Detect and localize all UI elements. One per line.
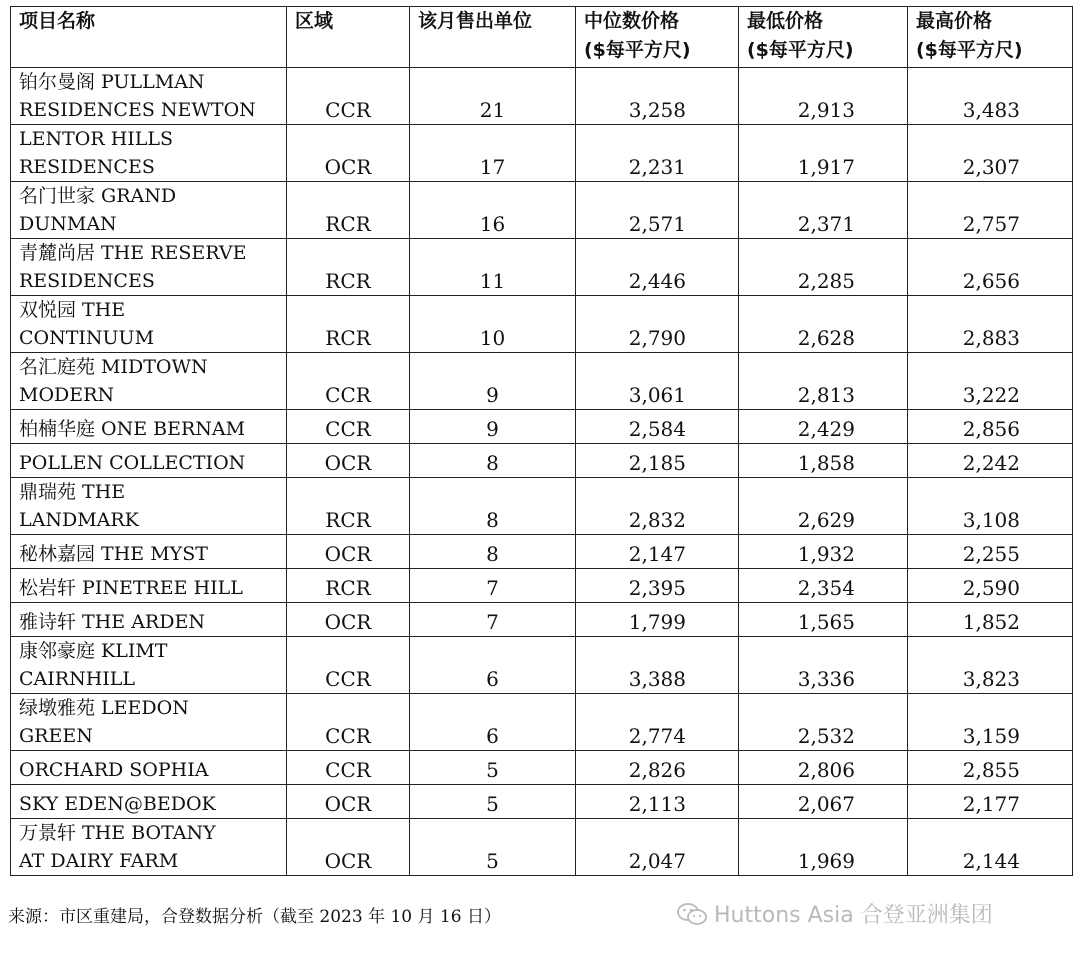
header-median-price: 中位数价格 ($每平方尺) <box>576 7 739 68</box>
max-price-cell: 2,590 <box>908 569 1073 603</box>
median-price-cell: 1,799 <box>576 603 739 637</box>
project-name-cell <box>11 296 287 353</box>
project-name-cell <box>11 410 287 444</box>
table-row <box>11 819 1073 876</box>
project-name-cell <box>11 751 287 785</box>
region-cell: OCR <box>287 125 410 182</box>
project-name-cell <box>11 239 287 296</box>
header-row <box>11 7 1073 68</box>
project-name-line2: RESIDENCES <box>19 156 155 178</box>
table-header <box>11 7 1073 68</box>
units-sold-cell: 7 <box>410 603 576 637</box>
watermark-text: Huttons Asia 合登亚洲集团 <box>714 903 993 928</box>
min-price-cell: 2,629 <box>739 478 908 535</box>
units-sold-cell: 6 <box>410 694 576 751</box>
median-price-cell: 3,258 <box>576 68 739 125</box>
table-row <box>11 694 1073 751</box>
max-price-cell: 2,144 <box>908 819 1073 876</box>
table-row <box>11 296 1073 353</box>
table-row <box>11 535 1073 569</box>
table-row <box>11 68 1073 125</box>
header-units-sold: 该月售出单位 <box>410 7 576 68</box>
region-cell: RCR <box>287 478 410 535</box>
project-name-line1: 秘林嘉园 THE MYST <box>19 543 208 565</box>
project-name-cell <box>11 569 287 603</box>
max-price-cell: 2,255 <box>908 535 1073 569</box>
units-sold-cell: 10 <box>410 296 576 353</box>
min-price-cell: 2,913 <box>739 68 908 125</box>
project-name-line1: LENTOR HILLS <box>19 128 174 150</box>
max-price-cell: 2,856 <box>908 410 1073 444</box>
region-cell: OCR <box>287 603 410 637</box>
project-name-line1: ORCHARD SOPHIA <box>19 759 209 781</box>
project-name-line1: 名汇庭苑 MIDTOWN <box>19 356 208 378</box>
region-cell: RCR <box>287 569 410 603</box>
units-sold-cell: 11 <box>410 239 576 296</box>
units-sold-cell: 5 <box>410 751 576 785</box>
table-row <box>11 239 1073 296</box>
median-price-cell: 2,571 <box>576 182 739 239</box>
units-sold-cell: 16 <box>410 182 576 239</box>
median-price-cell: 2,584 <box>576 410 739 444</box>
project-name-line1: 绿墩雅苑 LEEDON <box>19 697 189 719</box>
project-name-cell <box>11 637 287 694</box>
project-name-line2: AT DAIRY FARM <box>19 850 179 872</box>
project-name-line1: 鼎瑞苑 THE <box>19 481 126 503</box>
project-name-cell <box>11 785 287 819</box>
table-row <box>11 751 1073 785</box>
region-cell: OCR <box>287 535 410 569</box>
min-price-cell: 2,628 <box>739 296 908 353</box>
project-name-cell <box>11 819 287 876</box>
project-name-line1: 名门世家 GRAND <box>19 185 177 207</box>
median-price-cell: 2,147 <box>576 535 739 569</box>
units-sold-cell: 7 <box>410 569 576 603</box>
max-price-cell: 2,757 <box>908 182 1073 239</box>
max-price-cell: 3,108 <box>908 478 1073 535</box>
region-cell: CCR <box>287 637 410 694</box>
project-name-line1: 铂尔曼阁 PULLMAN <box>19 71 205 93</box>
min-price-cell: 1,565 <box>739 603 908 637</box>
project-name-line1: 青麓尚居 THE RESERVE <box>19 242 247 264</box>
max-price-cell: 3,159 <box>908 694 1073 751</box>
header-region: 区域 <box>287 7 410 68</box>
max-price-cell: 3,222 <box>908 353 1073 410</box>
units-sold-cell: 5 <box>410 785 576 819</box>
project-name-line2: CONTINUUM <box>19 327 155 349</box>
table-row <box>11 444 1073 478</box>
project-name-cell <box>11 68 287 125</box>
project-name-line2: GREEN <box>19 725 93 747</box>
table-row <box>11 478 1073 535</box>
region-cell: CCR <box>287 410 410 444</box>
project-name-line1: POLLEN COLLECTION <box>19 452 246 474</box>
project-name-cell <box>11 353 287 410</box>
wechat-icon <box>676 901 708 927</box>
max-price-cell: 2,656 <box>908 239 1073 296</box>
project-name-line2: DUNMAN <box>19 213 117 235</box>
median-price-cell: 3,061 <box>576 353 739 410</box>
min-price-cell: 2,429 <box>739 410 908 444</box>
units-sold-cell: 8 <box>410 478 576 535</box>
project-name-cell <box>11 444 287 478</box>
max-price-cell: 2,242 <box>908 444 1073 478</box>
project-name-cell <box>11 694 287 751</box>
region-cell: CCR <box>287 694 410 751</box>
median-price-cell: 2,826 <box>576 751 739 785</box>
min-price-cell: 2,532 <box>739 694 908 751</box>
project-name-line2: RESIDENCES <box>19 270 155 292</box>
region-cell: OCR <box>287 785 410 819</box>
region-cell: CCR <box>287 68 410 125</box>
max-price-cell: 1,852 <box>908 603 1073 637</box>
min-price-cell: 1,932 <box>739 535 908 569</box>
median-price-cell: 2,774 <box>576 694 739 751</box>
region-cell: CCR <box>287 353 410 410</box>
sales-table <box>10 6 1073 876</box>
median-price-cell: 2,446 <box>576 239 739 296</box>
region-cell: RCR <box>287 239 410 296</box>
table-row <box>11 353 1073 410</box>
project-name-line1: SKY EDEN@BEDOK <box>19 793 216 815</box>
watermark <box>676 898 993 929</box>
source-note: 来源：市区重建局，合登数据分析（截至 2023 年 10 月 16 日） <box>8 907 501 927</box>
min-price-cell: 2,067 <box>739 785 908 819</box>
median-price-cell: 2,185 <box>576 444 739 478</box>
max-price-cell: 2,177 <box>908 785 1073 819</box>
median-price-cell: 2,047 <box>576 819 739 876</box>
max-price-cell: 2,855 <box>908 751 1073 785</box>
min-price-cell: 1,969 <box>739 819 908 876</box>
table-row <box>11 637 1073 694</box>
region-cell: CCR <box>287 751 410 785</box>
project-name-line1: 雅诗轩 THE ARDEN <box>19 611 205 633</box>
max-price-cell: 3,823 <box>908 637 1073 694</box>
units-sold-cell: 9 <box>410 353 576 410</box>
median-price-cell: 3,388 <box>576 637 739 694</box>
table-row <box>11 410 1073 444</box>
header-min-price: 最低价格 ($每平方尺) <box>739 7 908 68</box>
min-price-cell: 1,858 <box>739 444 908 478</box>
min-price-cell: 2,354 <box>739 569 908 603</box>
table-row <box>11 125 1073 182</box>
project-name-line2: RESIDENCES NEWTON <box>19 99 256 121</box>
median-price-cell: 2,832 <box>576 478 739 535</box>
region-cell: RCR <box>287 182 410 239</box>
units-sold-cell: 17 <box>410 125 576 182</box>
header-max-price: 最高价格 ($每平方尺) <box>908 7 1073 68</box>
max-price-cell: 2,883 <box>908 296 1073 353</box>
table-row <box>11 785 1073 819</box>
median-price-cell: 2,231 <box>576 125 739 182</box>
project-name-line1: 万景轩 THE BOTANY <box>19 822 216 844</box>
median-price-cell: 2,113 <box>576 785 739 819</box>
region-cell: OCR <box>287 444 410 478</box>
project-name-cell <box>11 603 287 637</box>
project-name-line1: 松岩轩 PINETREE HILL <box>19 577 243 599</box>
min-price-cell: 1,917 <box>739 125 908 182</box>
min-price-cell: 2,285 <box>739 239 908 296</box>
min-price-cell: 2,371 <box>739 182 908 239</box>
max-price-cell: 2,307 <box>908 125 1073 182</box>
project-name-cell <box>11 182 287 239</box>
project-name-line1: 双悦园 THE <box>19 299 126 321</box>
units-sold-cell: 8 <box>410 535 576 569</box>
units-sold-cell: 6 <box>410 637 576 694</box>
units-sold-cell: 8 <box>410 444 576 478</box>
region-cell: RCR <box>287 296 410 353</box>
project-name-cell <box>11 535 287 569</box>
project-name-line2: MODERN <box>19 384 115 406</box>
project-name-cell <box>11 125 287 182</box>
header-project-name: 项目名称 <box>11 7 287 68</box>
max-price-cell: 3,483 <box>908 68 1073 125</box>
min-price-cell: 2,813 <box>739 353 908 410</box>
region-cell: OCR <box>287 819 410 876</box>
project-name-line1: 康邻豪庭 KLIMT <box>19 640 168 662</box>
min-price-cell: 3,336 <box>739 637 908 694</box>
table-row <box>11 569 1073 603</box>
min-price-cell: 2,806 <box>739 751 908 785</box>
median-price-cell: 2,790 <box>576 296 739 353</box>
median-price-cell: 2,395 <box>576 569 739 603</box>
project-name-line2: LANDMARK <box>19 509 139 531</box>
table-row <box>11 603 1073 637</box>
table-body <box>11 68 1073 876</box>
project-name-line1: 柏楠华庭 ONE BERNAM <box>19 418 246 440</box>
project-name-line2: CAIRNHILL <box>19 668 136 690</box>
project-name-cell <box>11 478 287 535</box>
units-sold-cell: 5 <box>410 819 576 876</box>
table-row <box>11 182 1073 239</box>
units-sold-cell: 9 <box>410 410 576 444</box>
units-sold-cell: 21 <box>410 68 576 125</box>
